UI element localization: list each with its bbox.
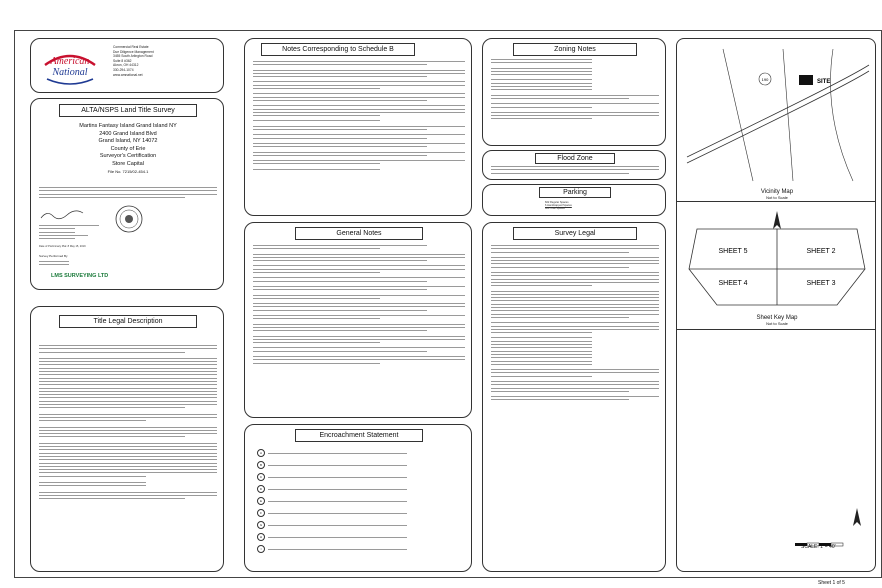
sheet-key-title: Sheet Key Map [756, 315, 798, 321]
encroachment-item: B [257, 461, 407, 469]
encroachment-item: D [257, 485, 407, 493]
sheet-3-label: SHEET 3 [806, 280, 836, 287]
survey-legal-text [491, 245, 659, 403]
site-label: SITE [817, 79, 831, 85]
project-city: Grand Island, NY 14072 [98, 138, 158, 144]
schedule-b-block [244, 38, 472, 216]
logo-icon [39, 45, 101, 89]
vicinity-title: Vicinity Map [760, 189, 794, 195]
encroachment-item: G [257, 521, 407, 529]
zoning-text [491, 59, 659, 122]
encroachment-block [244, 424, 472, 572]
north-arrow-icon [849, 507, 865, 529]
encroachment-header: Encroachment Statement [295, 429, 423, 442]
preliminary-date: Date of Preliminary Plat: 8 May 15, 2019 [39, 245, 86, 248]
flood-header: Flood Zone [535, 153, 615, 164]
schedule-b-header: Notes Corresponding to Schedule B [261, 43, 415, 56]
encroachment-item: E [257, 497, 407, 505]
schedule-b-text [253, 61, 465, 172]
encroachment-item: C [257, 473, 407, 481]
divider [677, 201, 876, 202]
title-legal-text [39, 345, 217, 501]
project-county: County of Erie [110, 145, 146, 152]
general-notes-header: General Notes [295, 227, 423, 240]
parking-handicapped: 6 Handicapped Spaces [545, 204, 572, 208]
survey-legal-block [482, 222, 666, 572]
title-legal-header: Title Legal Description [59, 315, 197, 328]
flood-text [491, 166, 659, 176]
seal-icon [115, 205, 143, 233]
encroachment-item: H [257, 533, 407, 541]
parking-regular: 822 Regular Spaces [545, 201, 569, 204]
certification-text [39, 187, 217, 200]
file-number: File No. 7215/02-454.1 [107, 169, 149, 174]
general-notes-block [244, 222, 472, 418]
encroachment-item: F [257, 509, 407, 517]
sheet-key-drawing [687, 225, 867, 309]
sheet-4-label: SHEET 4 [718, 280, 748, 287]
north-arrow-2 [849, 507, 865, 534]
sheet-2-label: SHEET 2 [806, 248, 836, 255]
svg-text:National: National [52, 67, 88, 78]
project-address: 2400 Grand Island Blvd [99, 130, 157, 137]
general-notes-text [253, 245, 465, 366]
certification-block [30, 98, 224, 290]
surveyor-logo: LMS SURVEYING LTD [51, 273, 109, 279]
sheet-5-label: SHEET 5 [718, 248, 748, 255]
zoning-block [482, 38, 666, 146]
parking-total: 828 Total Spaces [545, 207, 565, 211]
sheet-number: Sheet 1 of 5 [818, 580, 845, 586]
svg-text:American: American [50, 56, 90, 67]
sheet-key-sub: Not to Scale [766, 321, 788, 326]
parking-header: Parking [539, 187, 611, 198]
encroachment-item: I [257, 545, 407, 553]
signature-block [39, 207, 99, 241]
survey-legal-header: Survey Legal [513, 227, 637, 240]
title-legal-block [30, 306, 224, 572]
vicinity-map-drawing [683, 45, 871, 185]
right-strip [676, 38, 876, 572]
cert-client: Store Capital [112, 160, 144, 167]
encroachment-item: A [257, 449, 407, 457]
sheet-key-map [687, 225, 867, 309]
performed-by-label: Survey Performed By [39, 254, 68, 258]
scale-label: SCALE: 1"= 40' [801, 544, 836, 550]
vicinity-map [683, 45, 871, 185]
cert-title: Surveyor's Certification [99, 153, 157, 159]
vicinity-sub: Not to Scale [766, 195, 788, 200]
company-info: Commercial Real Estate Due Diligence Management 3455 South Arlington Road Suite 8 #362 Akron, OH 44312 330-294-1074 www.amnational.net [113, 45, 154, 77]
title-block [30, 38, 224, 93]
surveyor-seal [115, 205, 143, 233]
zoning-header: Zoning Notes [513, 43, 637, 56]
flood-block [482, 150, 666, 180]
route-shield-label: 190 [761, 77, 769, 82]
parking-block [482, 184, 666, 216]
signature-icon [39, 210, 89, 220]
survey-title: ALTA/NSPS Land Title Survey [59, 104, 197, 117]
divider [677, 329, 876, 330]
project-name: Martins Fantasy Island Grand Island NY [79, 123, 177, 129]
company-logo [39, 45, 101, 89]
